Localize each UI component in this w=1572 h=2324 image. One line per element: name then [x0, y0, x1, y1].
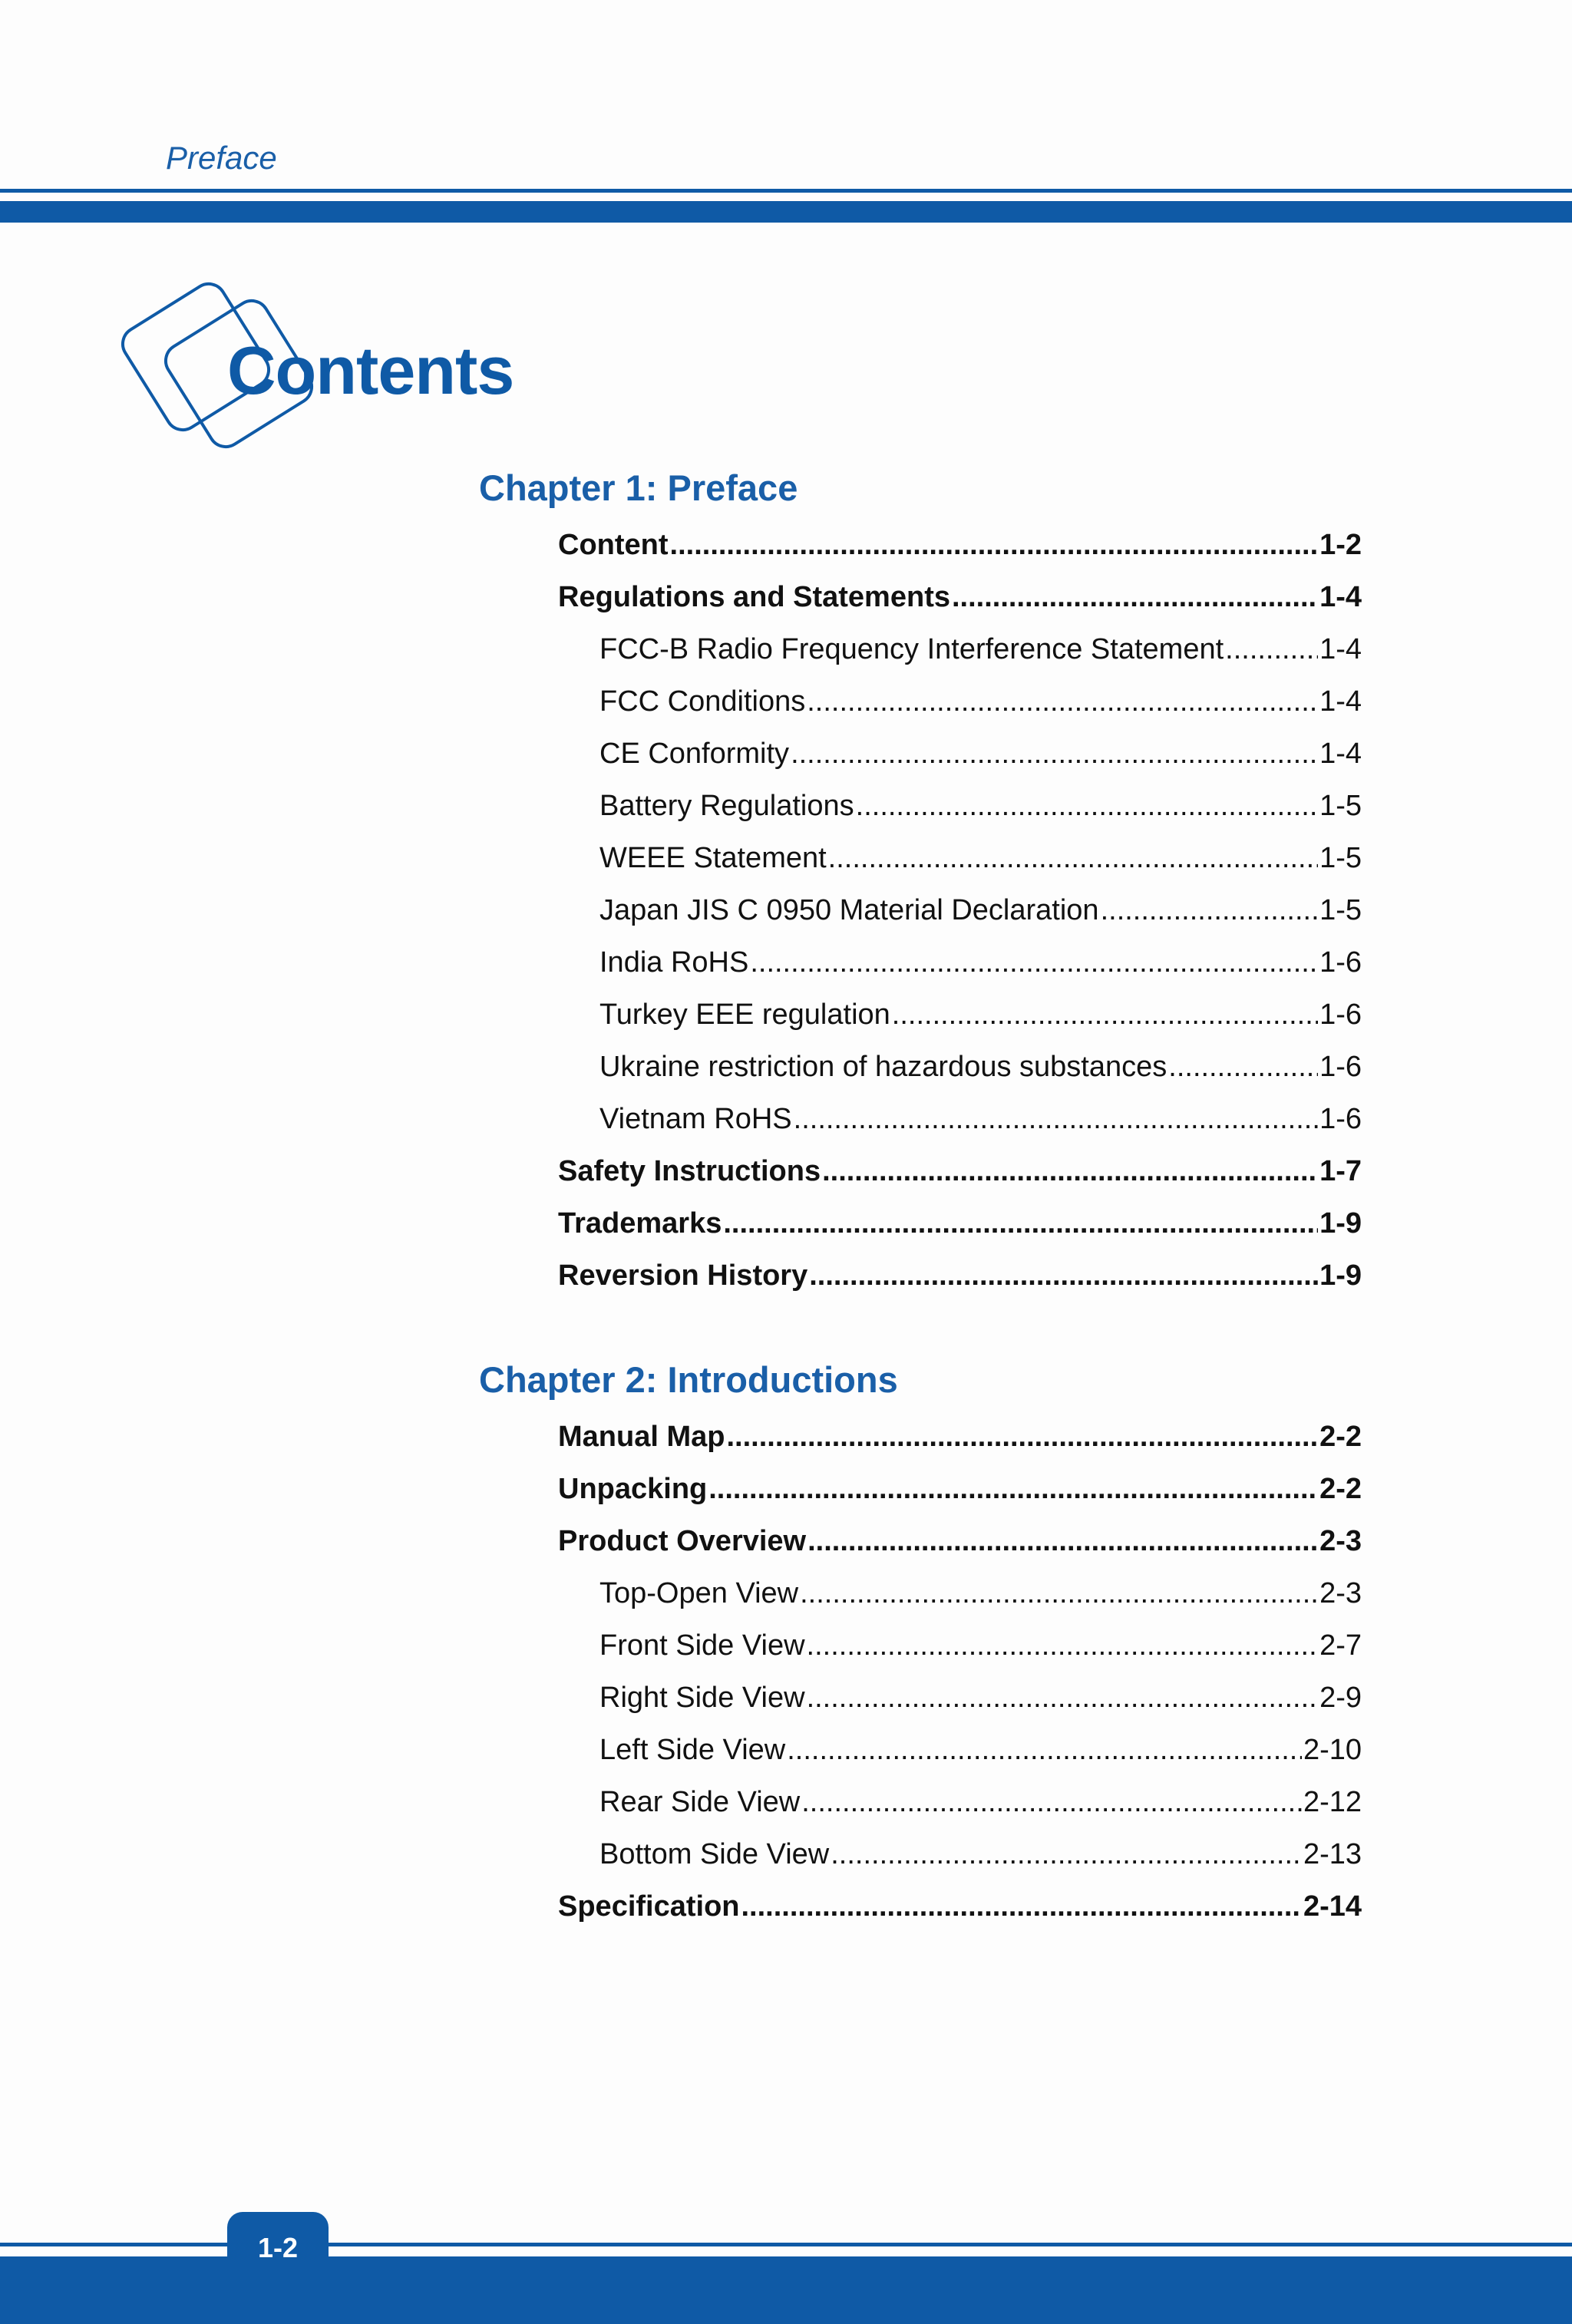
toc-entry-label: Unpacking [558, 1473, 708, 1505]
toc-entry-label: Battery Regulations [599, 790, 854, 822]
header-rule-thin [0, 189, 1572, 193]
toc-entry-page: 1-4 [1319, 581, 1362, 613]
toc-entry-label: Top-Open View [599, 1577, 799, 1609]
toc-entry[interactable] [599, 1093, 1362, 1145]
toc-entry[interactable] [599, 728, 1362, 780]
dot-leader [723, 1197, 1318, 1249]
toc-entry-label: Vietnam RoHS [599, 1103, 792, 1135]
chapter-1-section [479, 457, 1362, 1302]
toc-entry[interactable] [558, 1515, 1362, 1567]
toc-entry-page: 1-5 [1319, 842, 1362, 874]
toc-entry[interactable] [599, 623, 1362, 675]
toc-entry[interactable] [599, 884, 1362, 936]
toc-entry-label: India RoHS [599, 946, 749, 979]
running-header: Preface [166, 140, 277, 176]
toc-entry-label: FCC-B Radio Frequency Interference Statement [599, 633, 1224, 665]
toc-entry-page: 1-9 [1319, 1207, 1362, 1240]
toc-entry[interactable] [558, 519, 1362, 571]
toc-entry[interactable] [599, 832, 1362, 884]
toc-entry-page: 1-4 [1319, 685, 1362, 718]
dot-leader [787, 1724, 1302, 1776]
dot-leader [807, 1619, 1319, 1672]
dot-leader [726, 1411, 1318, 1463]
toc-entry-page: 2-14 [1303, 1890, 1362, 1923]
toc-entry[interactable] [558, 1463, 1362, 1515]
dot-leader [856, 780, 1318, 832]
toc-entry-label: Trademarks [558, 1207, 722, 1240]
toc-entry-page: 1-6 [1319, 999, 1362, 1031]
chapter-2-title: Chapter 2: Introductions [479, 1359, 898, 1400]
page-number-tab: 1-2 [227, 2212, 329, 2284]
toc-entry[interactable] [599, 1567, 1362, 1619]
toc-entry-label: Right Side View [599, 1682, 805, 1714]
dot-leader [828, 832, 1318, 884]
dot-leader [1225, 623, 1318, 675]
toc-entry[interactable] [558, 1197, 1362, 1249]
dot-leader [670, 519, 1319, 571]
dot-leader [892, 989, 1318, 1041]
toc-entry-page: 1-2 [1319, 529, 1362, 561]
toc-entry-page: 1-6 [1319, 946, 1362, 979]
toc-entry-page: 2-2 [1319, 1421, 1362, 1453]
dot-leader [809, 1249, 1318, 1302]
toc-entry[interactable] [599, 675, 1362, 728]
toc-entry-page: 2-12 [1303, 1786, 1362, 1818]
toc-entry-label: Safety Instructions [558, 1155, 821, 1187]
toc-entry-page: 2-3 [1319, 1577, 1362, 1609]
toc-entry-page: 2-13 [1303, 1838, 1362, 1870]
toc-entry-page: 2-10 [1303, 1734, 1362, 1766]
dot-leader [800, 1567, 1318, 1619]
toc-entry-page: 1-6 [1319, 1051, 1362, 1083]
chapter-1-title: Chapter 1: Preface [479, 467, 798, 508]
dot-leader [750, 936, 1318, 989]
dot-leader [831, 1828, 1302, 1880]
toc-entry[interactable] [599, 989, 1362, 1041]
page-title: Contents [227, 332, 514, 408]
toc-entry-page: 2-3 [1319, 1525, 1362, 1557]
header-rule-thick [0, 201, 1572, 223]
toc-entry[interactable] [599, 1672, 1362, 1724]
toc-entry[interactable] [558, 1880, 1362, 1933]
toc-entry-label: CE Conformity [599, 738, 790, 770]
toc-entry[interactable] [599, 936, 1362, 989]
toc-entry-label: Product Overview [558, 1525, 807, 1557]
dot-leader [1101, 884, 1319, 936]
chapter-1-entries [479, 519, 1362, 1302]
dot-leader [794, 1093, 1318, 1145]
toc-entry-label: Reversion History [558, 1259, 808, 1292]
toc-entry-label: Ukraine restriction of hazardous substances [599, 1051, 1167, 1083]
toc-entry-label: Manual Map [558, 1421, 725, 1453]
toc-entry-page: 1-9 [1319, 1259, 1362, 1292]
toc-entry[interactable] [599, 1724, 1362, 1776]
toc-entry-page: 2-7 [1319, 1629, 1362, 1662]
toc-entry[interactable] [558, 1249, 1362, 1302]
toc-entry-page: 1-6 [1319, 1103, 1362, 1135]
toc-entry[interactable] [558, 1411, 1362, 1463]
toc-entry[interactable] [599, 1828, 1362, 1880]
dot-leader [807, 1672, 1319, 1724]
toc-entry[interactable] [558, 1145, 1362, 1197]
dot-leader [1168, 1041, 1318, 1093]
toc-entry-page: 1-5 [1319, 894, 1362, 926]
dot-leader [822, 1145, 1318, 1197]
toc-entry[interactable] [599, 1619, 1362, 1672]
toc-entry-label: FCC Conditions [599, 685, 806, 718]
toc-entry-page: 1-4 [1319, 738, 1362, 770]
toc-entry[interactable] [599, 1041, 1362, 1093]
toc-entry-label: WEEE Statement [599, 842, 827, 874]
toc-entry[interactable] [599, 1776, 1362, 1828]
toc-entry[interactable] [558, 571, 1362, 623]
chapter-2-entries [479, 1411, 1362, 1933]
toc-entry-label: Japan JIS C 0950 Material Declaration [599, 894, 1099, 926]
dot-leader [807, 675, 1318, 728]
chapter-2-section [479, 1349, 1362, 1933]
toc-entry-label: Regulations and Statements [558, 581, 950, 613]
toc-entry-label: Front Side View [599, 1629, 805, 1662]
dot-leader [741, 1880, 1302, 1933]
toc-entry-page: 2-9 [1319, 1682, 1362, 1714]
toc-entry-page: 1-4 [1319, 633, 1362, 665]
toc-entry-page: 2-2 [1319, 1473, 1362, 1505]
toc-entry[interactable] [599, 780, 1362, 832]
toc-entry-label: Bottom Side View [599, 1838, 830, 1870]
toc-entry-label: Turkey EEE regulation [599, 999, 890, 1031]
dot-leader [708, 1463, 1318, 1515]
toc-entry-label: Content [558, 529, 669, 561]
toc-entry-label: Rear Side View [599, 1786, 801, 1818]
dot-leader [801, 1776, 1302, 1828]
dot-leader [952, 571, 1318, 623]
toc-entry-label: Specification [558, 1890, 740, 1923]
toc-entry-label: Left Side View [599, 1734, 786, 1766]
toc-entry-page: 1-5 [1319, 790, 1362, 822]
dot-leader [807, 1515, 1318, 1567]
dot-leader [791, 728, 1318, 780]
toc-entry-page: 1-7 [1319, 1155, 1362, 1187]
